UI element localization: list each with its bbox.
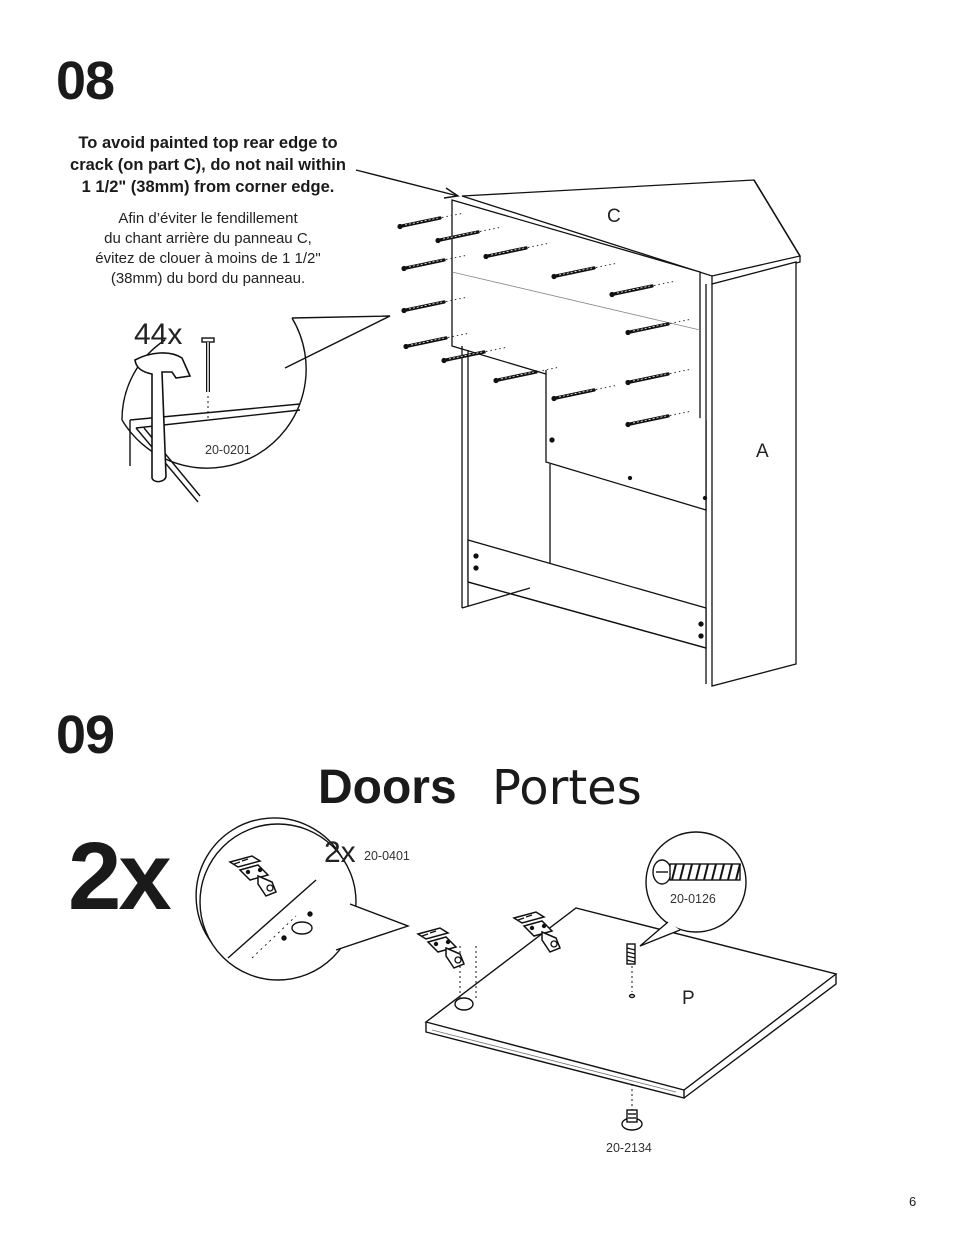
door-repeat-quantity: 2x bbox=[68, 823, 169, 930]
nail-part-number: 20-0201 bbox=[205, 443, 251, 457]
warning-line: crack (on part C), do not nail within bbox=[70, 156, 346, 174]
nail-quantity: 44x bbox=[134, 318, 183, 351]
step-number-08: 08 bbox=[56, 51, 115, 111]
warning-line: du chant arrière du panneau C, bbox=[104, 230, 312, 247]
part-label-p: P bbox=[682, 988, 695, 1009]
warning-line: 1 1/2" (38mm) from corner edge. bbox=[81, 178, 335, 196]
warning-text-fr bbox=[48, 209, 368, 289]
warning-line: To avoid painted top rear edge to bbox=[78, 134, 338, 152]
cabinet-drawing bbox=[452, 180, 800, 686]
hinge-part-number: 20-0401 bbox=[364, 849, 410, 863]
section-title-en: Doors bbox=[318, 761, 457, 814]
warning-line: évitez de clouer à moins de 1 1/2" bbox=[95, 250, 321, 267]
step-number-09: 09 bbox=[56, 705, 115, 765]
knob-part-number: 20-2134 bbox=[606, 1141, 652, 1155]
warning-line: Afin d’éviter le fendillement bbox=[118, 210, 298, 227]
hinge-quantity: 2x bbox=[324, 836, 356, 869]
warning-text-en bbox=[48, 132, 368, 198]
section-title-fr: Portes bbox=[492, 760, 642, 816]
door-drawing bbox=[426, 908, 836, 1130]
hinge-detail-circle bbox=[196, 818, 408, 980]
screw-part-number: 20-0126 bbox=[670, 892, 716, 906]
warning-line: (38mm) du bord du panneau. bbox=[110, 270, 306, 287]
part-label-c: C bbox=[607, 206, 621, 227]
warning-arrow bbox=[356, 170, 458, 198]
page-number: 6 bbox=[909, 1194, 917, 1209]
part-label-a: A bbox=[756, 441, 769, 462]
